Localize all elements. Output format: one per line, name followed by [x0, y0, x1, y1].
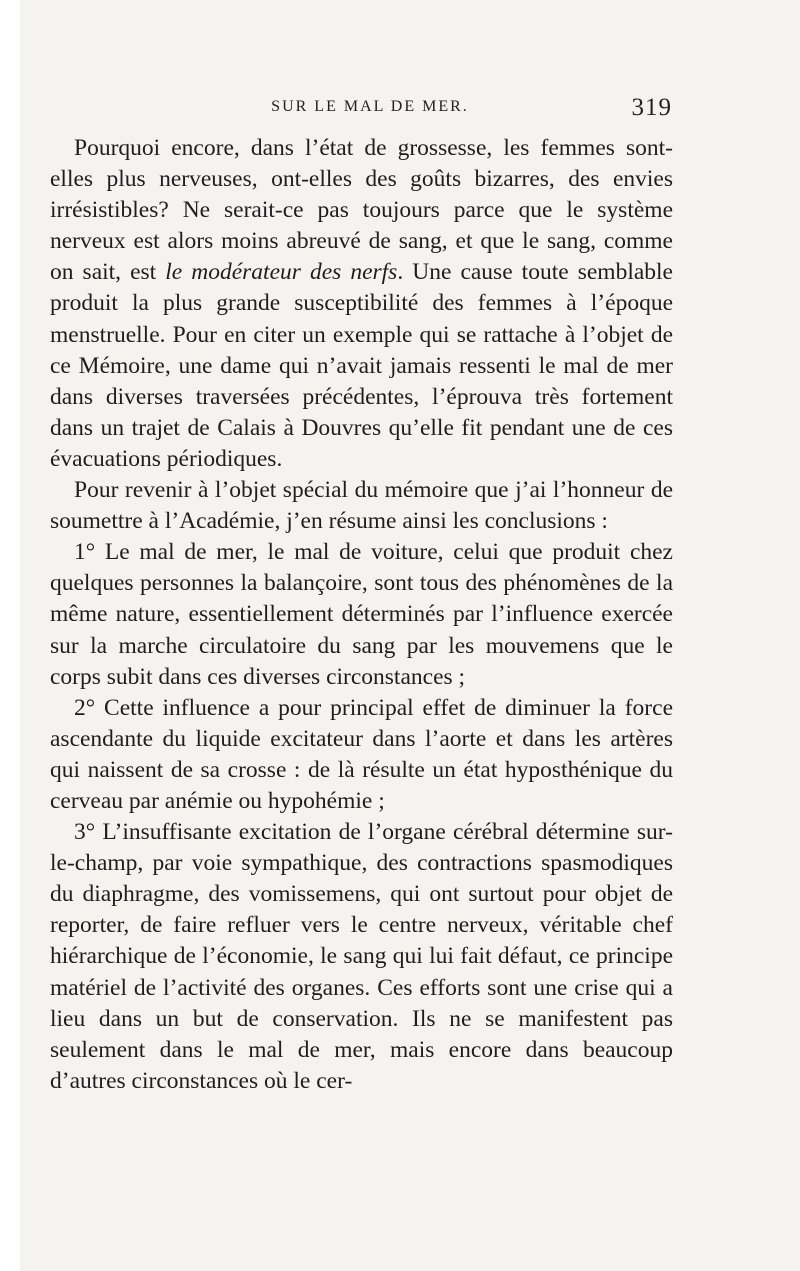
paragraph-conclusions-intro: Pour revenir à l’objet spécial du mémoire que j’ai l’honneur de soumettre à l’Académie, j’en résume ainsi les conclusions : [50, 477, 673, 535]
page-margin-edge [0, 0, 20, 1271]
paragraph-pregnancy-text-start: Pourquoi encore, dans l’état de grossesse, les femmes sont-elles plus nerveuses, ont-elles des goûts bizarres, des envies irrésistibles? Ne serait-ce pas toujours parce que le système nerveux est alors moins abreuvé de sang, et que le sang, comme on sait, est [50, 135, 673, 286]
paragraph-pregnancy-text-end: . Une cause toute semblable produit la plus grande susceptibilité des femmes à l’époque menstruelle. Pour en citer un exemple qui se rattache à l’objet de ce Mémoire, une dame qui n’avait jamais ressenti le mal de mer dans diverses traversées précédentes, l’éprouva très fortement dans un trajet de Calais à Douvres qu’elle fit pendant une de ces évacuations périodiques. [50, 259, 673, 472]
paragraph-conclusion-1: 1° Le mal de mer, le mal de voiture, celui que produit chez quelques personnes la balançoire, sont tous des phénomènes de la même nature, essentiellement déterminés par l’influence exercée sur la marche circulatoire du sang par les mouvemens que le corps subit dans ces diverses circonstances ; [50, 539, 673, 690]
page-number: 319 [631, 94, 672, 121]
paragraph-conclusion-3: 3° L’insuffisante excitation de l’organe cérébral détermine sur-le-champ, par voie sympathique, des contractions spasmodiques du diaphragme, des vomissemens, qui ont surtout pour objet de reporter, de faire refluer vers le centre nerveux, véritable chef hiérarchique de l’économie, le sang qui lui fait défaut, ce principe matériel de l’activité des organes. Ces efforts sont une crise qui a lieu dans un but de conservation. Ils ne se manifestent pas seulement dans le mal de mer, mais encore dans beaucoup d’autres circonstances où le cer- [50, 819, 673, 1094]
page-header [62, 92, 678, 130]
emphasis-moderateur-des-nerfs: le modérateur des nerfs [165, 259, 398, 286]
paragraph-pregnancy [50, 133, 673, 475]
paragraph-conclusion-2: 2° Cette influence a pour principal effet de diminuer la force ascendante du liquide excitateur dans l’aorte et dans les artères qui naissent de sa crosse : de là résulte un état hyposthénique du cerveau par anémie ou hypohémie ; [50, 694, 673, 814]
body-text [50, 133, 673, 1097]
running-head: SUR LE MAL DE MER. [271, 98, 469, 115]
